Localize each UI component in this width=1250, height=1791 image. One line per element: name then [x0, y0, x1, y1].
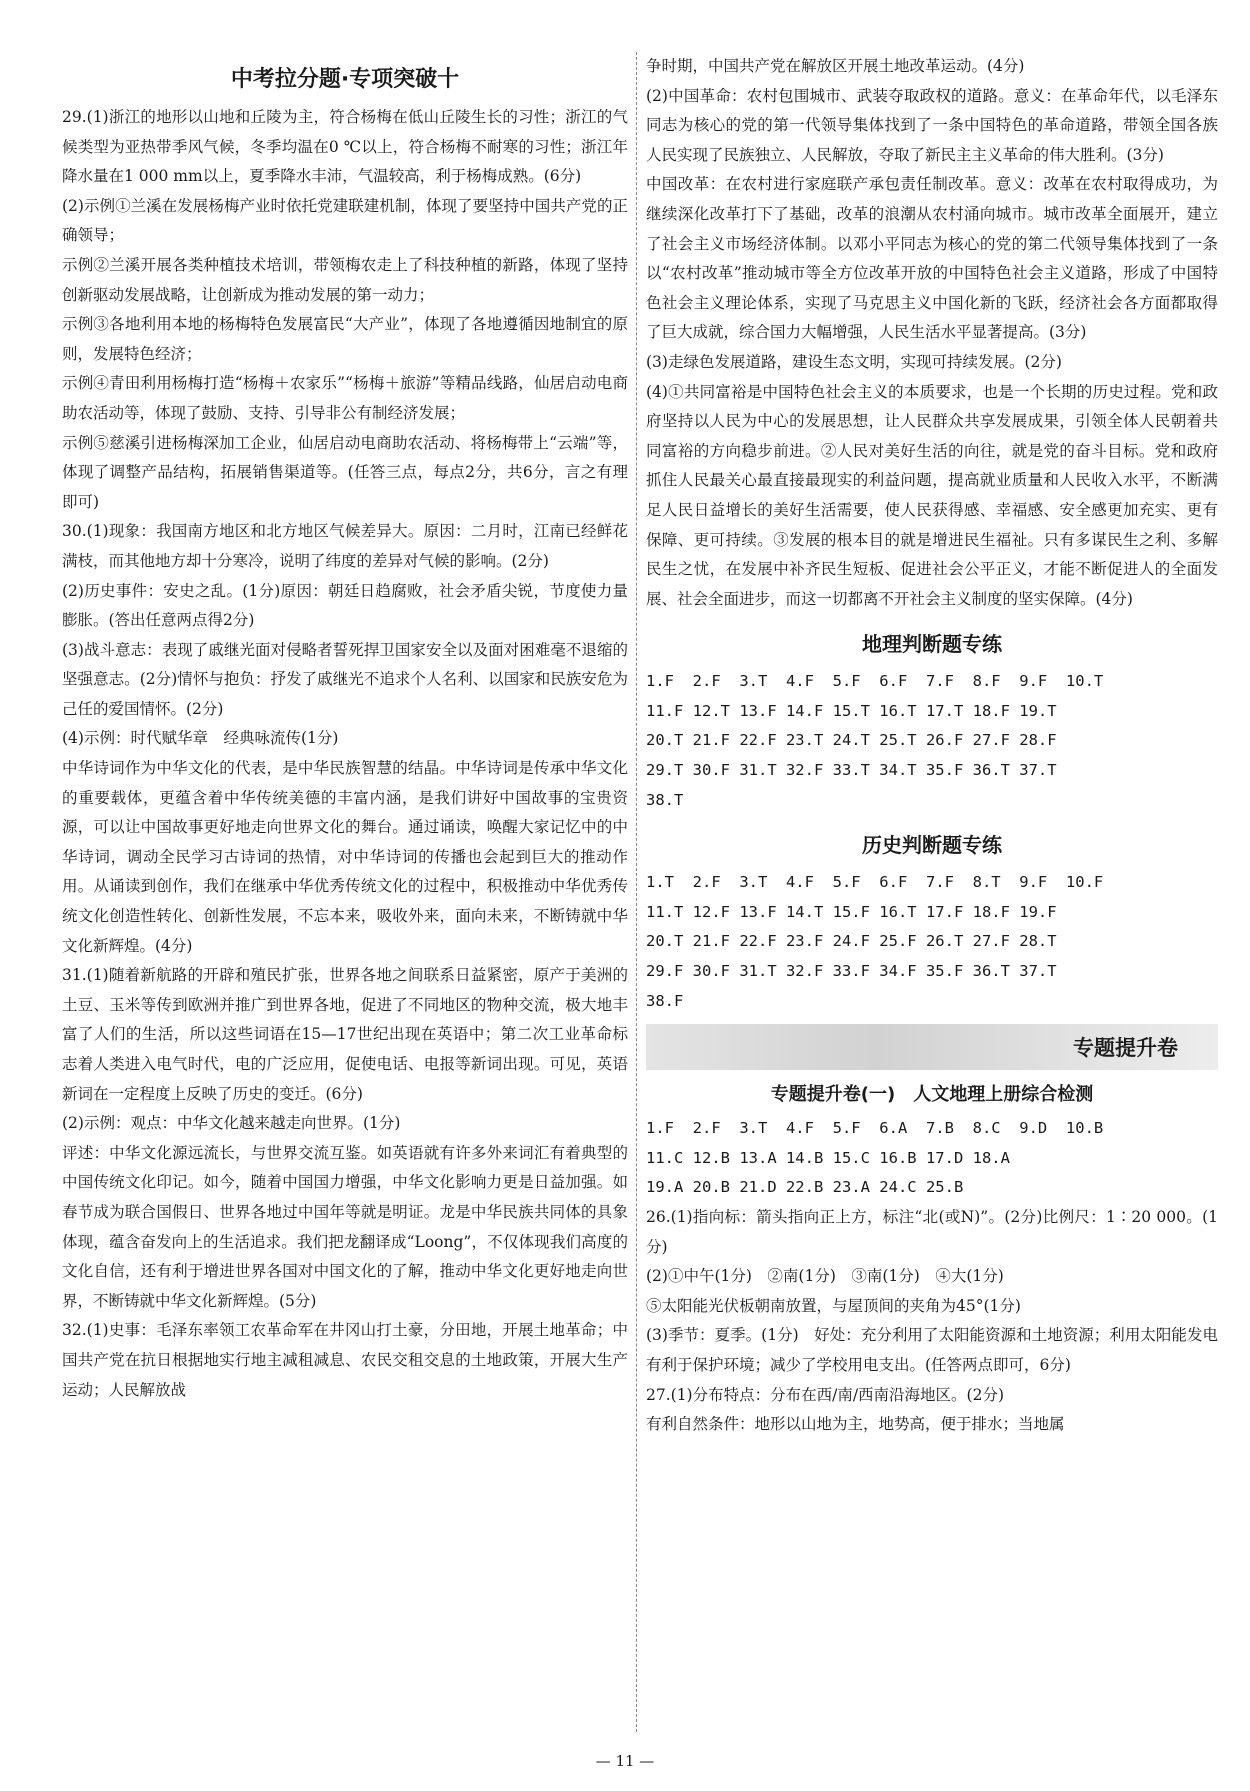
answer-row: 29.F 30.F 31.T 32.F 33.F 34.F 35.F 36.T 37.T	[646, 962, 1057, 981]
answer-row: 29.T 30.F 31.T 32.F 33.T 34.T 35.F 36.T 37.T	[646, 761, 1057, 780]
answer-paragraph: 示例⑤慈溪引进杨梅深加工企业，仙居启动电商助农活动、将杨梅带上“云端”等，体现了调整产品结构，拓展销售渠道等。(任答三点，每点2分，共6分，言之有理即可)	[62, 433, 628, 511]
answer-paragraph: 29.(1)浙江的地形以山地和丘陵为主，符合杨梅在低山丘陵生长的习性；浙江的气候类型为亚热带季风气候，冬季均温在0 ℃以上，符合杨梅不耐寒的习性；浙江年降水量在1 000 mm以上，夏季降水丰沛，气温较高，利于杨梅成熟。(6分)	[62, 108, 628, 186]
answer-row: 1.F 2.F 3.T 4.F 5.F 6.F 7.F 8.F 9.F 10.T	[646, 672, 1104, 691]
answer-paragraph: 31.(1)随着新航路的开辟和殖民扩张，世界各地之间联系日益紧密，原产于美洲的土豆、玉米等传到欧洲并推广到世界各地，促进了不同地区的物种交流，极大地丰富了人们的生活，所以这些词语在15—17世纪出现在英语中；第二次工业革命标志着人类进入电气时代，电的广泛应用，促使电话、电报等新词出现。可见，英语新词在一定程度上反映了历史的变迁。(6分)	[62, 966, 628, 1103]
answer-paragraph: (3)季节：夏季。(1分) 好处：充分利用了太阳能资源和土地资源；利用太阳能发电有利于保护环境；减少了学校用电支出。(任答两点即可，6分)	[646, 1326, 1218, 1374]
answer-paragraph: (3)走绿色发展道路，建设生态文明，实现可持续发展。(2分)	[646, 352, 1062, 371]
answer-paragraph: ⑤太阳能光伏板朝南放置，与屋顶间的夹角为45°(1分)	[646, 1296, 1021, 1315]
answer-paragraph: 中华诗词作为中华文化的代表，是中华民族智慧的结晶。中华诗词是传承中华文化的重要载体，更蕴含着中华传统美德的丰富内涵，是我们讲好中国故事的宝贵资源，可以让中国故事更好地走向世界文化的舞台。通过诵读，唤醒大家记忆中的中华诗词，调动全民学习古诗词的热情，对中华诗词的传播也会起到巨大的推动作用。从诵读到创作，我们在继承中华优秀传统文化的过程中，积极推动中华优秀传统文化创造性转化、创新性发展，不忘本来，吸收外来，面向未来，不断铸就中华文化新辉煌。(4分)	[62, 759, 628, 955]
answer-row: 38.F	[646, 991, 684, 1010]
answer-paragraph: 示例④青田利用杨梅打造“杨梅＋农家乐”“杨梅＋旅游”等精品线路，仙居启动电商助农活动等，体现了鼓励、支持、引导非公有制经济发展；	[62, 374, 628, 422]
answer-row: 11.F 12.T 13.F 14.F 15.T 16.T 17.T 18.F 19.T	[646, 701, 1057, 720]
answer-paragraph: (3)战斗意志：表现了戚继光面对侵略者誓死捍卫国家安全以及面对困难毫不退缩的坚强意志。(2分)情怀与抱负：抒发了戚继光不追求个人名利、以国家和民族安危为己任的爱国情怀。(2分)	[62, 640, 628, 718]
answer-paragraph: 30.(1)现象：我国南方地区和北方地区气候差异大。原因：二月时，江南已经鲜花满枝，而其他地方却十分寒冷，说明了纬度的差异对气候的影响。(2分)	[62, 522, 628, 570]
test-subtitle: 专题提升卷(一) 人文地理上册综合检测	[770, 1084, 1094, 1106]
answer-row: 20.T 21.F 22.F 23.T 24.T 25.T 26.F 27.F 28.F	[646, 731, 1057, 750]
geography-judgement-title: 地理判断题专练	[862, 632, 1002, 657]
answer-row: 11.T 12.F 13.F 14.T 15.F 16.T 17.F 18.F 19.F	[646, 902, 1057, 921]
answer-row: 38.T	[646, 790, 684, 809]
answer-paragraph: (2)历史事件：安史之乱。(1分)原因：朝廷日趋腐败，社会矛盾尖锐，节度使力量膨胀。(答出任意两点得2分)	[62, 581, 628, 630]
answer-paragraph: (4)①共同富裕是中国特色社会主义的本质要求，也是一个长期的历史过程。党和政府坚持以人民为中心的发展思想，让人民群众共享发展成果，引领全体人民朝着共同富裕的方向稳步前进。②人民对美好生活的向往，就是党的奋斗目标。党和政府抓住人民最关心最直接最现实的利益问题，提高就业质量和人民收入水平，不断满足人民日益增长的美好生活需要，使人民获得感、幸福感、安全感更加充实、更有保障、更可持续。③发展的根本目的就是增进民生福祉。只有多谋民生之利、多解民生之忧，在发展中补齐民生短板、促进社会公平正义，才能不断促进人的全面发展、社会全面进步，而这一切都离不开社会主义制度的坚实保障。(4分)	[646, 382, 1218, 608]
section-title: 中考拉分题·专项突破十	[230, 67, 460, 92]
answer-paragraph: 争时期，中国共产党在解放区开展土地改革运动。(4分)	[646, 57, 1025, 75]
right-column	[646, 52, 1218, 1440]
special-test-band: 专题提升卷	[646, 1024, 1218, 1070]
answer-row: 20.T 21.F 22.F 23.F 24.F 25.F 26.T 27.F 28.T	[646, 932, 1057, 951]
answer-paragraph: (2)①中午(1分) ②南(1分) ③南(1分) ④大(1分)	[646, 1267, 1004, 1286]
answer-paragraph: 评述：中华文化源远流长，与世界交流互鉴。如英语就有许多外来词汇有着典型的中国传统文化印记。如今，随着中国国力增强，中华文化影响力更是日益加强。如春节成为联合国假日、世界各地过中国年等就是明证。龙是中华民族共同体的具象体现，蕴含奋发向上的生活追求。我们把龙翻译成“Loong”，不仅体现我们高度的文化自信，还有利于增进世界各国对中国文化的了解，推动中华文化更好地走向世界，不断铸就中华文化新辉煌。(5分)	[62, 1143, 628, 1310]
answer-row: 19.A 20.B 21.D 22.B 23.A 24.C 25.B	[646, 1178, 964, 1197]
answer-paragraph: (2)中国革命：农村包围城市、武装夺取政权的道路。意义：在革命年代，以毛泽东同志为核心的党的第一代领导集体找到了一条中国特色的革命道路，带领全国各族人民实现了民族独立、人民解放，夺取了新民主主义革命的伟大胜利。(3分)	[646, 86, 1218, 164]
left-column	[62, 52, 628, 1405]
answer-row: 1.T 2.F 3.T 4.F 5.F 6.F 7.F 8.T 9.F 10.F	[646, 873, 1104, 892]
answer-paragraph: 27.(1)分布特点：分布在西/南/西南沿海地区。(2分)	[646, 1385, 1005, 1404]
answer-paragraph: 示例②兰溪开展各类种植技术培训，带领梅农走上了科技种植的新路，体现了坚持创新驱动发展战略，让创新成为推动发展的第一动力；	[62, 255, 628, 304]
page-number: — 11 —	[595, 1752, 655, 1770]
answer-paragraph: 26.(1)指向标：箭头指向正上方，标注“北(或N)”。(2分)比例尺：1∶20 000。(1分)	[646, 1208, 1218, 1256]
answer-paragraph: (2)示例①兰溪在发展杨梅产业时依托党建联建机制，体现了要坚持中国共产党的正确领导；	[62, 196, 628, 245]
answer-row: 11.C 12.B 13.A 14.B 15.C 16.B 17.D 18.A	[646, 1148, 1010, 1167]
column-divider	[636, 52, 637, 1732]
answer-paragraph: (2)示例：观点：中华文化越来越走向世界。(1分)	[62, 1114, 401, 1133]
answer-row: 1.F 2.F 3.T 4.F 5.F 6.A 7.B 8.C 9.D 10.B	[646, 1119, 1104, 1138]
history-judgement-title: 历史判断题专练	[862, 833, 1002, 858]
answer-paragraph: 示例③各地利用本地的杨梅特色发展富民“大产业”，体现了各地遵循因地制宜的原则，发展特色经济；	[62, 315, 628, 363]
answer-paragraph: (4)示例：时代赋华章 经典咏流传(1分)	[62, 729, 339, 748]
answer-paragraph: 中国改革：在农村进行家庭联产承包责任制改革。意义：改革在农村取得成功，为继续深化改革打下了基础，改革的浪潮从农村涌向城市。城市改革全面展开，建立了社会主义市场经济体制。以邓小平同志为核心的党的第二代领导集体找到了一条以“农村改革”推动城市等全方位改革开放的中国特色社会主义道路，形成了中国特色社会主义理论体系，实现了马克思主义中国化新的飞跃，经济社会各方面都取得了巨大成就，综合国力大幅增强，人民生活水平显著提高。(3分)	[646, 175, 1218, 342]
answer-paragraph: 32.(1)史事：毛泽东率领工农革命军在井冈山打土豪，分田地，开展土地革命；中国共产党在抗日根据地实行地主减租减息、农民交租交息的土地政策，开展大生产运动；人民解放战	[62, 1321, 628, 1399]
answer-paragraph: 有利自然条件：地形以山地为主，地势高，便于排水；当地属	[646, 1415, 1065, 1434]
